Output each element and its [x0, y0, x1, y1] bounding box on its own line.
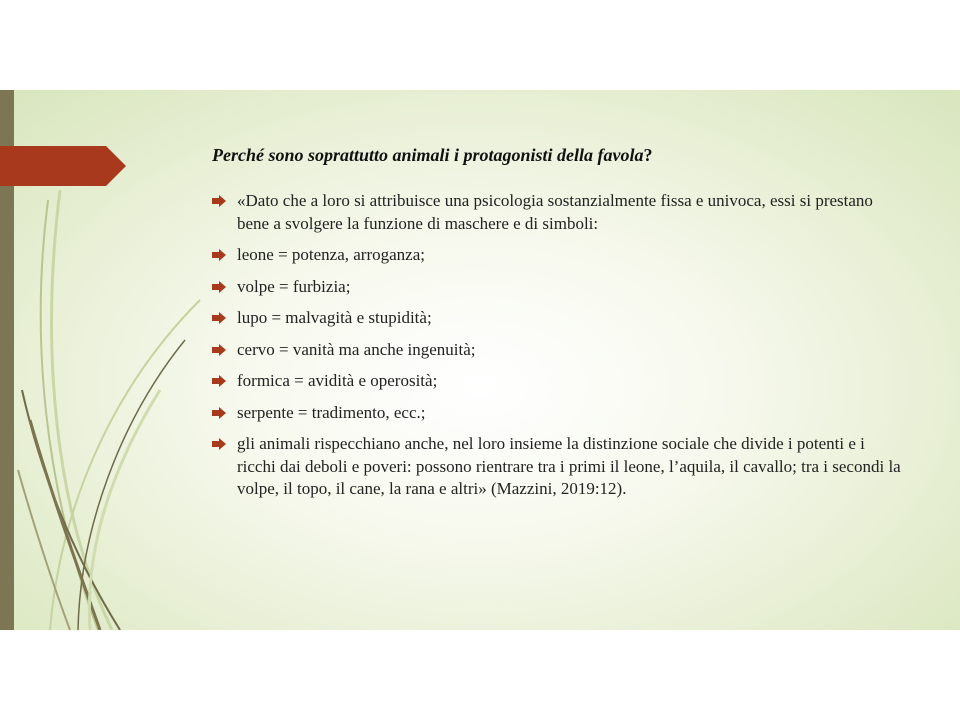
- bullet-text: lupo = malvagità e stupidità;: [237, 308, 432, 327]
- slide-title: [212, 145, 912, 166]
- bullet-item: [212, 402, 902, 425]
- arrow-right-icon: [212, 344, 226, 356]
- bullet-text: «Dato che a loro si attribuisce una psicologia sostanzialmente fissa e univoca, essi si prestano bene a svolgere la funzione di maschere e di simboli:: [237, 191, 873, 233]
- slide-title-text: Perché sono soprattutto animali i protagonisti della favola: [212, 145, 644, 165]
- arrow-right-icon: [212, 375, 226, 387]
- bullet-item: [212, 433, 902, 501]
- bullet-list: [212, 190, 902, 510]
- bullet-item: [212, 190, 902, 235]
- bullet-text: volpe = furbizia;: [237, 276, 351, 296]
- red-arrow-banner: [0, 146, 126, 186]
- arrow-right-icon: [212, 438, 226, 450]
- bullet-text: formica = avidità e operosità;: [237, 371, 438, 390]
- slide-title-question-mark: ?: [643, 145, 653, 165]
- bullet-item: [212, 276, 902, 299]
- bullet-item: [212, 307, 902, 330]
- arrow-right-icon: [212, 312, 226, 324]
- arrow-right-icon: [212, 195, 226, 207]
- slide: [0, 90, 960, 630]
- arrow-right-icon: [212, 281, 226, 293]
- bullet-item: [212, 339, 902, 362]
- bullet-text: serpente = tradimento, ecc.;: [237, 402, 426, 422]
- bullet-text: gli animali rispecchiano anche, nel loro insieme la distinzione sociale che divide i potenti e i ricchi dai deboli e poveri: possono rientrare tra i primi il leone, l’aquila, il cavallo; tra i secondi la volpe, il topo, il cane, la rana e altri» (Mazzini, 2019:12).: [237, 434, 901, 498]
- arrow-right-icon: [212, 249, 226, 261]
- bullet-item: [212, 370, 902, 393]
- arrow-right-icon: [212, 407, 226, 419]
- bullet-text: cervo = vanità ma anche ingenuità;: [237, 339, 476, 359]
- bullet-text: leone = potenza, arroganza;: [237, 245, 425, 264]
- bullet-item: [212, 244, 902, 267]
